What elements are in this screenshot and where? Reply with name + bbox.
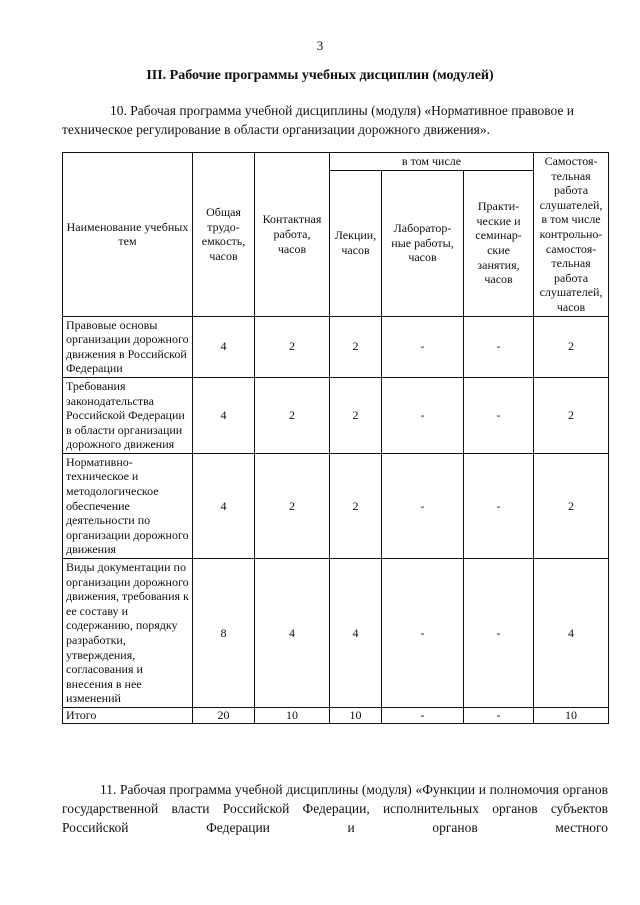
- total-self: 10: [534, 707, 609, 723]
- cell-labs: -: [382, 377, 464, 453]
- total-labs: -: [382, 707, 464, 723]
- total-total: 20: [193, 707, 255, 723]
- cell-lectures: 2: [330, 377, 382, 453]
- cell-practice: -: [464, 377, 534, 453]
- cell-contact: 2: [255, 377, 330, 453]
- topic-name: Правовые основы организации дорожного движения в Российской Федерации: [63, 316, 193, 377]
- header-self-study-hours: Самостоя-тельная работа слушателей, в том числе контрольно-самостоя-тельная работа слушателей, часов: [534, 153, 609, 317]
- cell-lectures: 2: [330, 316, 382, 377]
- curriculum-table: [62, 152, 609, 724]
- table-row: [63, 316, 609, 377]
- topic-name: Нормативно-техническое и методологическое обеспечение деятельности по организации дорожного движения: [63, 453, 193, 558]
- total-lectures: 10: [330, 707, 382, 723]
- header-including: в том числе: [330, 153, 534, 171]
- total-label: Итого: [63, 707, 193, 723]
- header-lectures: Лекции, часов: [330, 170, 382, 316]
- table-row: [63, 559, 609, 708]
- section-title: III. Рабочие программы учебных дисциплин (модулей): [146, 68, 494, 83]
- cell-labs: -: [382, 316, 464, 377]
- cell-total: 4: [193, 377, 255, 453]
- topic-name: Виды документации по организации дорожного движения, требования к ее составу и содержанию, порядку разработки, утверждения, согласования и внесения в нее изменений: [63, 559, 193, 708]
- table-row: [63, 453, 609, 558]
- cell-total: 8: [193, 559, 255, 708]
- total-practice: -: [464, 707, 534, 723]
- paragraph-11: 11. Рабочая программа учебной дисциплины (модуля) «Функции и полномочия органов государственной власти Российской Федерации, исполнительных органов субъектов Российской Федерации и органов местного: [62, 782, 608, 835]
- cell-self: 2: [534, 377, 609, 453]
- cell-lectures: 4: [330, 559, 382, 708]
- total-row: [63, 707, 609, 723]
- topic-name: Требования законодательства Российской Федерации в области организации дорожного движения: [63, 377, 193, 453]
- cell-contact: 4: [255, 559, 330, 708]
- cell-practice: -: [464, 316, 534, 377]
- cell-contact: 2: [255, 316, 330, 377]
- header-total-hours: Общая трудо-емкость, часов: [193, 153, 255, 317]
- cell-self: 2: [534, 316, 609, 377]
- header-contact-hours: Контактная работа, часов: [255, 153, 330, 317]
- cell-self: 2: [534, 453, 609, 558]
- page-number: 3: [316, 38, 324, 53]
- header-topic-name: Наименование учебных тем: [63, 153, 193, 317]
- cell-practice: -: [464, 453, 534, 558]
- cell-labs: -: [382, 453, 464, 558]
- header-labs: Лаборатор-ные работы, часов: [382, 170, 464, 316]
- total-contact: 10: [255, 707, 330, 723]
- cell-labs: -: [382, 559, 464, 708]
- paragraph-10: 10. Рабочая программа учебной дисциплины (модуля) «Нормативное правовое и техническое регулирование в области организации дорожного движения».: [62, 103, 575, 137]
- cell-total: 4: [193, 316, 255, 377]
- cell-self: 4: [534, 559, 609, 708]
- cell-contact: 2: [255, 453, 330, 558]
- header-practice: Практи-ческие и семинар-ские занятия, часов: [464, 170, 534, 316]
- cell-total: 4: [193, 453, 255, 558]
- cell-practice: -: [464, 559, 534, 708]
- table-row: [63, 377, 609, 453]
- cell-lectures: 2: [330, 453, 382, 558]
